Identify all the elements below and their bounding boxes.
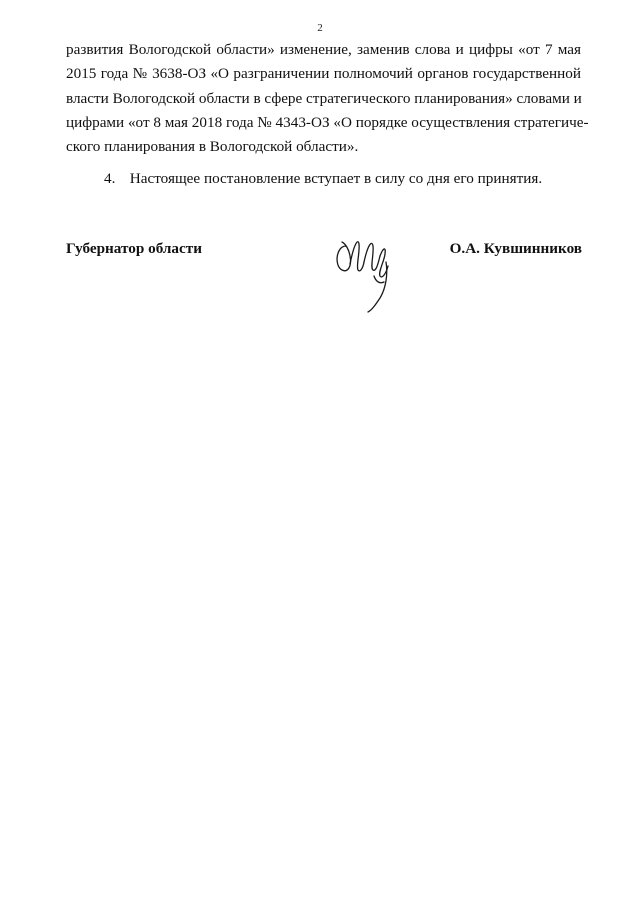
text-line: цифрами «от 8 мая 2018 года № 4343-ОЗ «О порядке осуществления стратегиче- xyxy=(66,113,589,131)
page-number: 2 xyxy=(317,22,323,34)
signatory-title: Губернатор области xyxy=(66,240,202,257)
item-number: 4. xyxy=(104,170,116,187)
text-line: развития Вологодской области» изменение, заменив слова и цифры «от 7 мая xyxy=(66,41,581,58)
paragraph-continuation xyxy=(66,38,589,159)
text-line: 2015 года № 3638-ОЗ «О разграничении полномочий органов государственной xyxy=(66,65,581,83)
numbered-item-4 xyxy=(104,167,542,191)
item-text: Настоящее постановление вступает в силу со дня его принятия. xyxy=(129,170,543,187)
handwritten-signature xyxy=(328,226,398,314)
text-line: власти Вологодской области в сфере стратегического планирования» словами и xyxy=(66,89,582,107)
signatory-name: О.А. Кувшинников xyxy=(449,240,582,257)
text-line: ского планирования в Вологодской области». xyxy=(66,138,359,156)
